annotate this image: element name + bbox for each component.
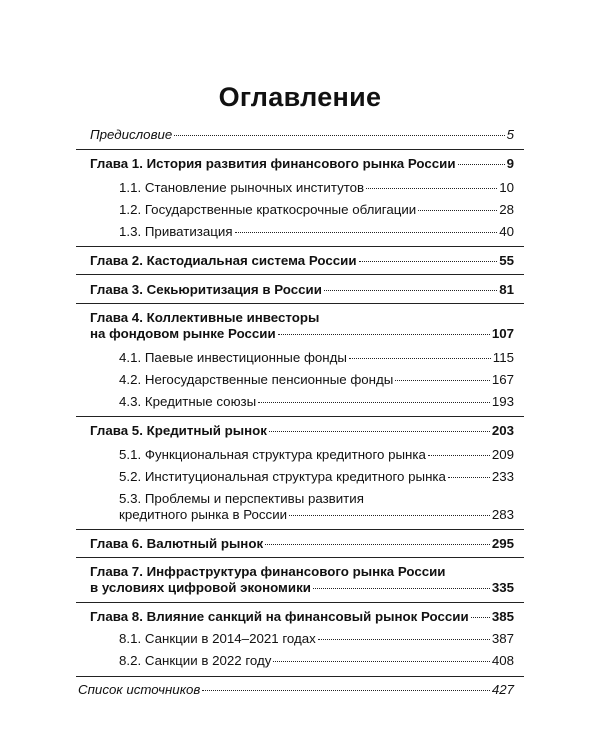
toc-entry-page: 233	[491, 469, 514, 484]
toc-entry-text: Глава 6. Валютный рынок	[90, 536, 264, 551]
toc-entry-page: 81	[499, 282, 514, 297]
toc-entry-text: Глава 1. История развития финансового рынка России	[90, 156, 456, 171]
toc-entry-chapter-5	[90, 422, 514, 440]
toc-entry-preface	[90, 126, 514, 144]
toc-entry-text: 1.1. Становление рыночных институтов	[119, 180, 365, 195]
toc-entry-page: 193	[491, 394, 514, 409]
page-title: Оглавление	[218, 82, 382, 112]
toc-entry-section-4-3	[119, 393, 514, 411]
toc-entry-chapter-4-line1: Глава 4. Коллективные инвесторы	[90, 310, 320, 325]
toc-entry-page: 295	[491, 536, 514, 551]
toc-entry-chapter-8	[90, 608, 514, 626]
toc-entry-text: Список источников	[78, 682, 201, 697]
toc-entry-chapter-6	[90, 535, 514, 553]
toc-entry-chapter-7	[90, 579, 514, 597]
divider	[76, 557, 524, 558]
leader-dots	[235, 231, 498, 233]
toc-entry-text: 5.1. Функциональная структура кредитного рынка	[119, 447, 426, 462]
toc-entry-text: 1.2. Государственные краткосрочные облигации	[119, 202, 417, 217]
divider	[76, 416, 524, 417]
toc-entry-sources	[78, 681, 514, 699]
toc-entry-section-5-3	[119, 506, 514, 524]
toc-entry-chapter-7-line1: Глава 7. Инфраструктура финансового рынка России	[90, 564, 446, 579]
toc-entry-page: 385	[491, 609, 514, 624]
leader-dots	[278, 333, 490, 335]
leader-dots	[471, 616, 490, 618]
toc-entry-text: 8.1. Санкции в 2014–2021 годах	[119, 631, 316, 646]
toc-entry-section-5-2	[119, 468, 514, 486]
toc-entry-section-5-3-line1: 5.3. Проблемы и перспективы развития	[119, 491, 364, 506]
toc-entry-chapter-4	[90, 325, 514, 343]
divider	[76, 274, 524, 275]
leader-dots	[395, 379, 489, 381]
toc-entry-page: 55	[499, 253, 514, 268]
toc-entry-text: 8.2. Санкции в 2022 году	[119, 653, 272, 668]
toc-entry-page: 209	[491, 447, 514, 462]
toc-entry-page: 408	[491, 653, 514, 668]
leader-dots	[289, 514, 490, 516]
toc-entry-text: Глава 5. Кредитный рынок	[90, 423, 267, 438]
divider	[76, 529, 524, 530]
toc-entry-page: 167	[491, 372, 514, 387]
leader-dots	[269, 430, 490, 432]
toc-entry-page: 283	[491, 507, 514, 522]
toc-entry-page: 40	[499, 224, 514, 239]
toc-entry-chapter-3	[90, 281, 514, 299]
leader-dots	[428, 454, 490, 456]
toc-entry-text: 4.1. Паевые инвестиционные фонды	[119, 350, 347, 365]
toc-entry-page: 335	[491, 580, 514, 595]
toc-entry-text: Глава 3. Секьюритизация в России	[90, 282, 322, 297]
divider	[76, 246, 524, 247]
toc-entry-section-4-1	[119, 349, 514, 367]
toc-entry-page: 10	[499, 180, 514, 195]
toc-entry-text: Глава 2. Кастодиальная система России	[90, 253, 357, 268]
toc-entry-page: 427	[491, 682, 514, 697]
toc-entry-text: 1.3. Приватизация	[119, 224, 233, 239]
leader-dots	[418, 209, 497, 211]
toc-entry-text: 5.2. Институциональная структура кредитного рынка	[119, 469, 446, 484]
toc-entry-text: Предисловие	[90, 127, 173, 142]
leader-dots	[366, 187, 497, 189]
toc-entry-text: 4.3. Кредитные союзы	[119, 394, 257, 409]
leader-dots	[349, 357, 491, 359]
toc-entry-page: 28	[499, 202, 514, 217]
leader-dots	[174, 134, 504, 136]
leader-dots	[458, 163, 505, 165]
divider	[76, 149, 524, 150]
toc-entry-chapter-2	[90, 252, 514, 270]
toc-entry-page: 387	[491, 631, 514, 646]
toc-entry-page: 9	[506, 156, 514, 171]
toc-entry-section-4-2	[119, 371, 514, 389]
toc-entry-page: 115	[492, 350, 514, 365]
toc-entry-section-8-1	[119, 630, 514, 648]
toc-entry-text: 4.2. Негосударственные пенсионные фонды	[119, 372, 394, 387]
divider	[76, 303, 524, 304]
leader-dots	[318, 638, 490, 640]
toc-entry-page: 5	[506, 127, 514, 142]
toc-entry-section-1-1	[119, 179, 514, 197]
toc-entry-section-1-3	[119, 223, 514, 241]
toc-entry-text: в условиях цифровой экономики	[90, 580, 311, 595]
toc-entry-text: Глава 8. Влияние санкций на финансовый рынок России	[90, 609, 469, 624]
toc-entry-page: 107	[491, 326, 514, 341]
toc-entry-section-5-1	[119, 446, 514, 464]
toc-entry-page: 203	[491, 423, 514, 438]
toc-entry-section-8-2	[119, 652, 514, 670]
leader-dots	[265, 543, 490, 545]
leader-dots	[273, 660, 489, 662]
divider	[76, 602, 524, 603]
toc-entry-chapter-1	[90, 155, 514, 173]
divider	[76, 676, 524, 677]
leader-dots	[359, 260, 498, 262]
toc-entry-text: кредитного рынка в России	[119, 507, 288, 522]
leader-dots	[202, 689, 490, 691]
leader-dots	[313, 587, 490, 589]
leader-dots	[324, 289, 497, 291]
leader-dots	[258, 401, 490, 403]
leader-dots	[448, 476, 490, 478]
toc-entry-text: на фондовом рынке России	[90, 326, 276, 341]
toc-entry-section-1-2	[119, 201, 514, 219]
